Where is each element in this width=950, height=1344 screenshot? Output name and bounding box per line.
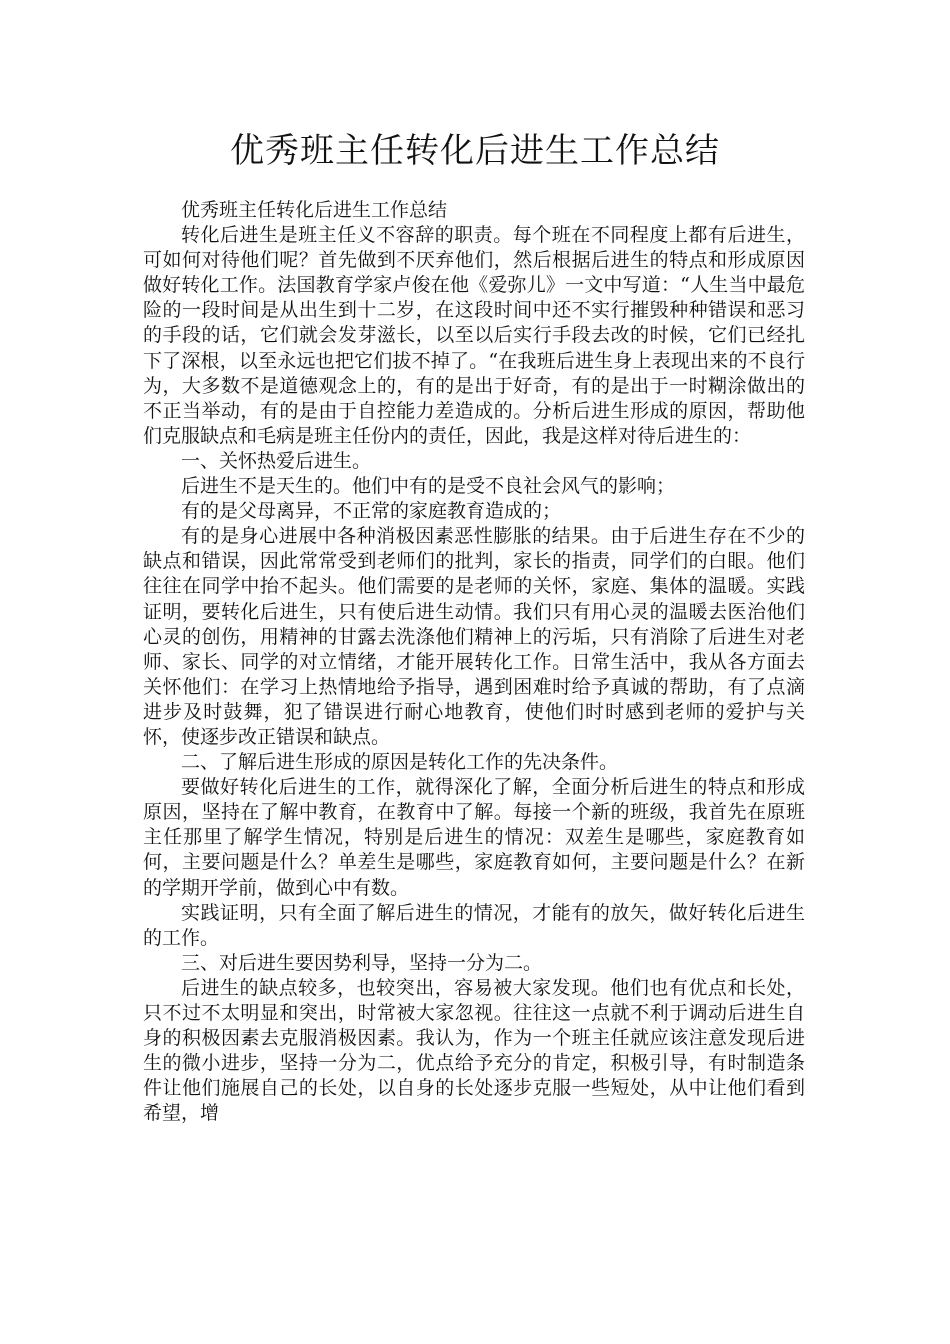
paragraph: 有的是身心进展中各种消极因素恶性膨胀的结果。由于后进生存在不少的缺点和错误，因此常常受到老师们的批判，家长的指责，同学们的白眼。他们往往在同学中抬不起头。他们需要的是老师的关怀，家庭、集体的温暖。实践证明，要转化后进生，只有使后进生动情。我们只有用心灵的温暖去医治他们心灵的创伤，用精神的甘露去洗涤他们精神上的污垢，只有消除了后进生对老师、家长、同学的对立情绪，才能开展转化工作。日常生活中，我从各方面去关怀他们：在学习上热情地给予指导，遇到困难时给予真诚的帮助，有了点滴进步及时鼓舞，犯了错误进行耐心地教育，使他们时时感到老师的爱护与关怀，使逐步改正错误和缺点。	[143, 525, 805, 748]
paragraph: 后进生不是天生的。他们中有的是受不良社会风气的影响；	[181, 475, 676, 498]
paragraph: 后进生的缺点较多，也较突出，容易被大家发现。他们也有优点和长处，只不过不太明显和突出，时常被大家忽视。往往这一点就不利于调动后进生自身的积极因素去克服消极因素。我认为，作为一个班主任就应该注意发现后进生的微小进步，坚持一分为二，优点给予充分的肯定，积极引导，有时制造条件让他们施展自己的长处，以自身的长处逐步克服一些短处，从中让他们看到希望，增	[143, 976, 805, 1125]
paragraph-subtitle: 优秀班主任转化后进生工作总结	[181, 199, 448, 221]
paragraph: 实践证明，只有全面了解后进生的情况，才能有的放矢，做好转化后进生的工作。	[143, 901, 805, 949]
paragraph: 有的是父母离异，不正常的家庭教育造成的；	[181, 500, 562, 523]
document-title: 优秀班主任转化后进生工作总结	[230, 131, 720, 171]
section-heading-2: 二、了解后进生形成的原因是转化工作的先决条件。	[181, 751, 619, 774]
section-heading-3: 三、对后进生要因势利导，坚持一分为二。	[181, 951, 543, 974]
section-heading-1: 一、关怀热爱后进生。	[181, 449, 372, 472]
paragraph: 要做好转化后进生的工作，就得深化了解，全面分析后进生的特点和形成原因，坚持在了解中教育，在教育中了解。每接一个新的班级，我首先在原班主任那里了解学生情况，特别是后进生的情况：双差生是哪些，家庭教育如何，主要问题是什么？单差生是哪些，家庭教育如何，主要问题是什么？在新的学期开学前，做到心中有数。	[143, 776, 805, 899]
paragraph-introduction: 转化后进生是班主任义不容辞的职责。每个班在不同程度上都有后进生，可如何对待他们呢？首先做到不厌弃他们，然后根据后进生的特点和形成原因做好转化工作。法国教育学家卢俊在他《爱弥儿》一文中写道：“人生当中最危险的一段时间是从出生到十二岁，在这段时间中还不实行摧毁种种错误和恶习的手段的话，它们就会发芽滋长，以至以后实行手段去改的时候，它们已经扎下了深根，以至永远也把它们拔不掉了。“在我班后进生身上表现出来的不良行为，大多数不是道德观念上的，有的是出于好奇，有的是出于一时糊涂做出的不正当举动，有的是由于自控能力差造成的。分析后进生形成的原因，帮助他们克服缺点和毛病是班主任份内的责任，因此，我是这样对待后进生的：	[143, 224, 805, 447]
document-body	[143, 198, 805, 1126]
